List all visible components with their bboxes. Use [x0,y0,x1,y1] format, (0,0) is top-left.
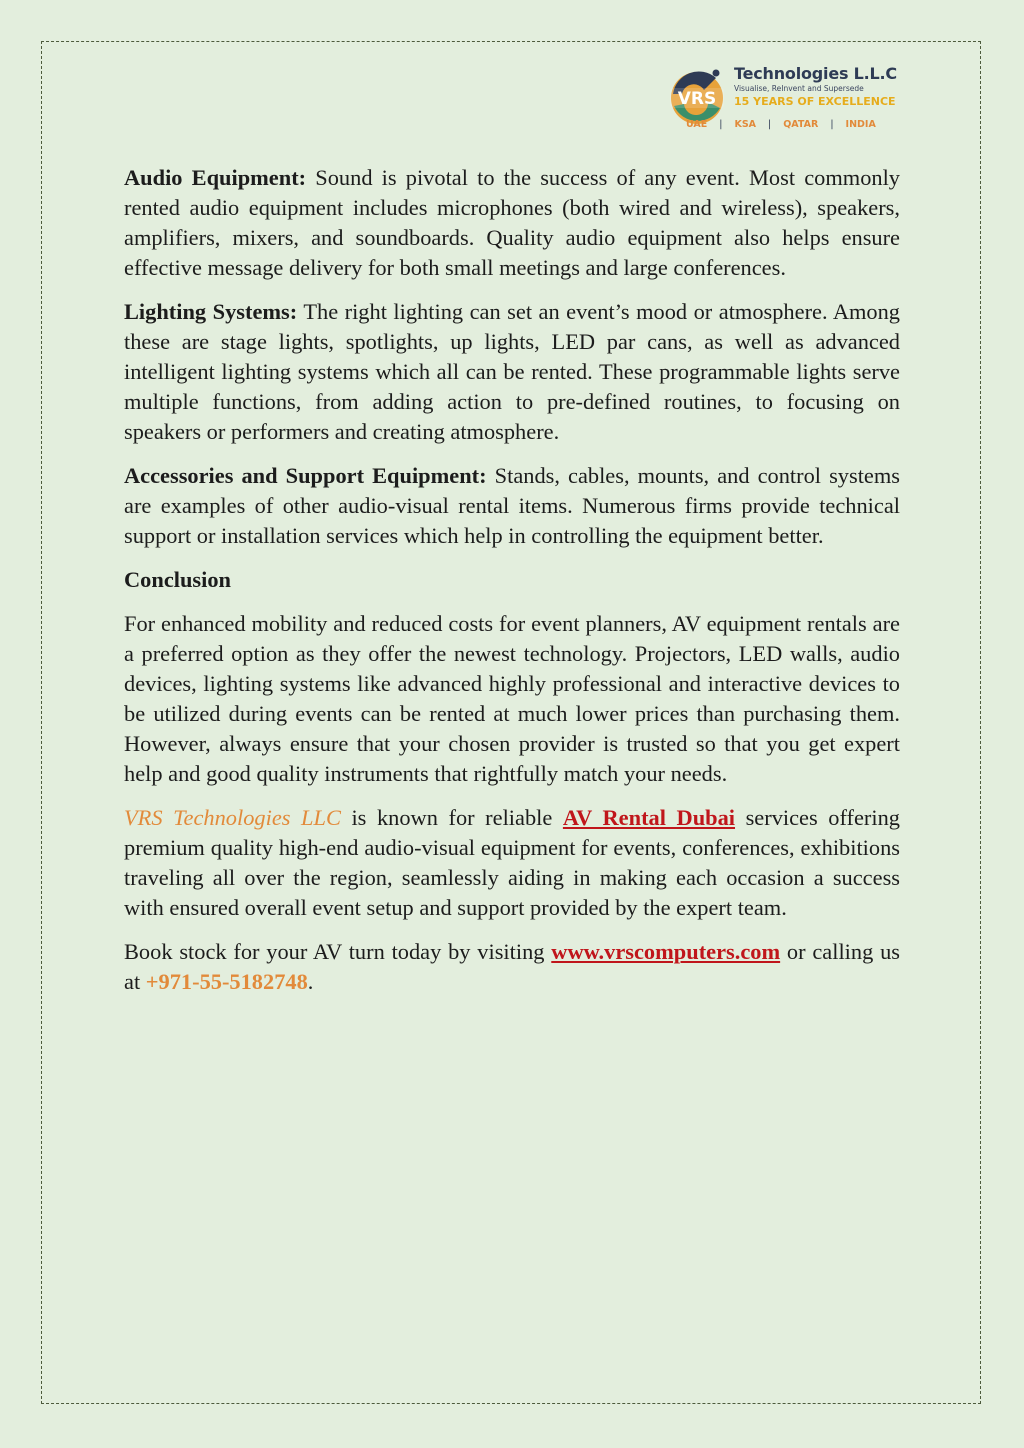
accessories-heading: Accessories and Support Equipment: [124,463,487,488]
cta-paragraph [124,937,900,997]
lighting-heading: Lighting Systems: [124,299,298,324]
conclusion-paragraph: For enhanced mobility and reduced costs for event planners, AV equipment rentals are a preferred option as they offer the newest technology. Projectors, LED walls, audio devices, lighting systems like advanced highly professional and interactive devices to be utilized during events can be rented at much lower prices than purchasing them. However, always ensure that your chosen provider is trusted so that you get expert help and good quality instruments that rightfully match your needs. [124,611,900,786]
accessories-text: Stands, cables, mounts, and control systems are examples of other audio-visual rental items. Numerous firms provide technical support or installation services which help in controlling the equipment better. [124,463,900,548]
lighting-text: The right lighting can set an event’s mood or atmosphere. Among these are stage lights, spotlights, up lights, LED par cans, as well as advanced intelligent lighting systems which all can be rented. These programmable lights serve multiple functions, from adding action to pre-defined routines, to focusing on speakers or performers and creating atmosphere. [124,299,900,444]
phone-number[interactable]: +971-55-5182748 [145,969,308,994]
brand-name: VRS Technologies LLC [124,805,341,830]
conclusion-heading: Conclusion [124,567,232,592]
vrs-paragraph [124,803,900,923]
article-body [124,163,900,997]
company-logo [664,62,904,134]
region-separator: | [830,119,834,130]
vrs-text-before-link: is known for reliable [340,805,563,830]
av-rental-dubai-link[interactable]: AV Rental Dubai [562,805,736,830]
vrs-text-after-link: services offering premium quality high-end audio-visual equipment for events, conferences, exhibitions traveling all over the region, seamlessly aiding in making each occasion a success with ensured overall event setup and support provided by the expert team. [124,805,900,920]
lighting-paragraph [124,297,900,447]
region-uae: UAE [686,119,708,130]
logo-badge-text: VRS [677,89,717,109]
audio-heading: Audio Equipment: [124,165,307,190]
region-ksa: KSA [734,119,757,130]
logo-text-block [734,64,897,110]
logo-title: Technologies L.L.C [734,64,897,83]
accessories-paragraph [124,461,900,551]
website-link[interactable]: www.vrscomputers.com [551,939,781,964]
logo-regions [686,119,876,130]
logo-years: 15 YEARS OF EXCELLENCE [734,95,896,108]
region-qatar: QATAR [783,119,819,130]
audio-text: Sound is pivotal to the success of any event. Most commonly rented audio equipment includes microphones (both wired and wireless), speakers, amplifiers, mixers, and soundboards. Quality audio equipment also helps ensure effective message delivery for both small meetings and large conferences. [124,165,900,280]
region-india: INDIA [845,119,876,130]
cta-text-end: . [307,969,314,994]
region-separator: | [768,119,772,130]
region-separator: | [719,119,723,130]
audio-paragraph [124,163,900,283]
logo-tagline: Visualise, ReInvent and Supersede [734,84,864,93]
cta-text-before-link: Book stock for your AV turn today by visiting [124,939,552,964]
cta-text-middle: or calling us at [124,939,900,994]
